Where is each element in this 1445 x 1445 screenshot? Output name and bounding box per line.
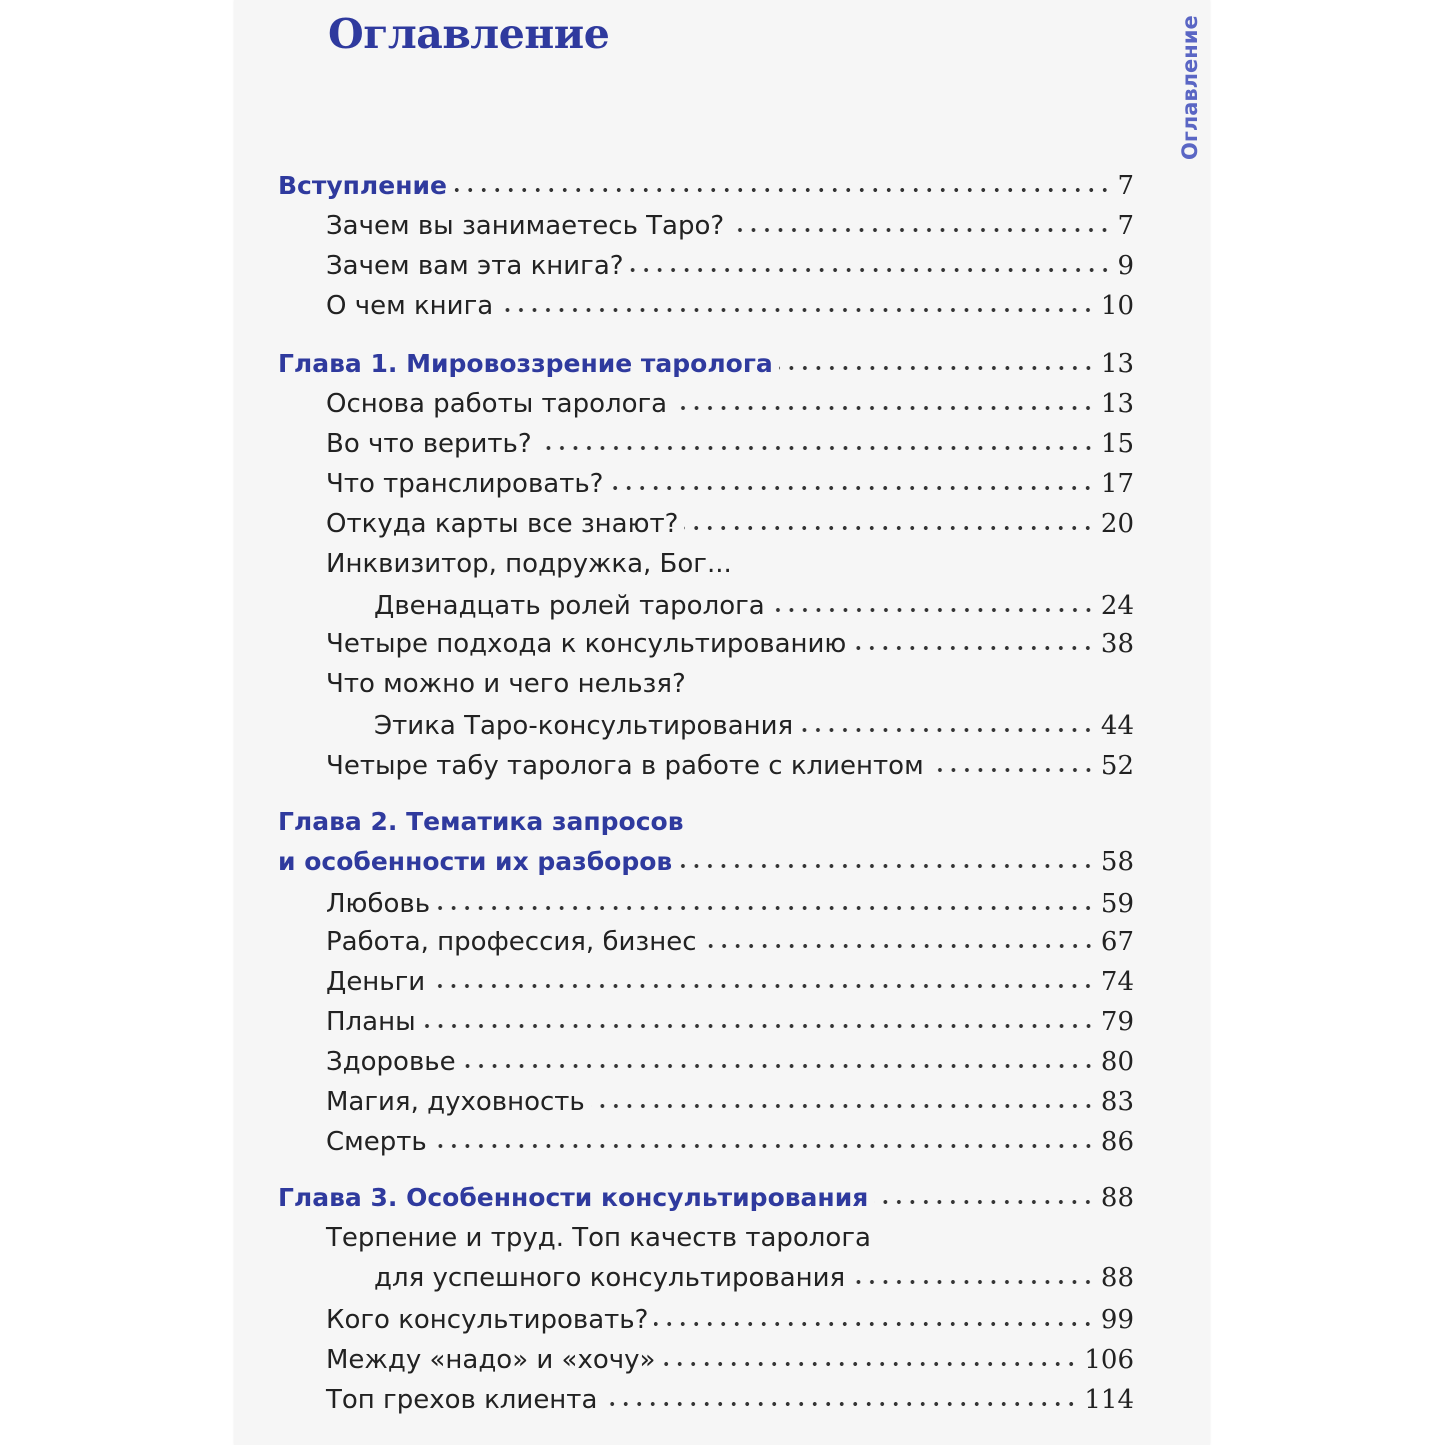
leader-dots [433,1142,1095,1150]
toc-row [374,702,1134,742]
leader-dots [609,484,1094,492]
toc-label: Работа, профессия, бизнес [326,927,697,957]
leader-dots [730,226,1111,234]
toc-page-number: 13 [1100,349,1134,379]
toc-page-number: 88 [1100,1263,1134,1293]
toc-row [326,958,1134,998]
toc-page-number: 17 [1100,469,1134,499]
toc-label: О чем книга [326,291,494,321]
toc-chapter-row [278,838,1134,878]
leader-dots [799,726,1095,734]
toc-page-number: 58 [1100,847,1134,877]
toc-label: и особенности их разборов [278,847,673,876]
leader-dots [678,862,1095,870]
toc-row [326,1376,1134,1416]
toc-row [326,998,1134,1038]
toc-page-number: 13 [1100,389,1134,419]
toc-label: Глава 1. Мировоззрение таролога [278,349,773,378]
toc-row [326,918,1134,958]
leader-dots [874,1198,1095,1206]
toc-chapter-row [278,162,1134,202]
toc-page-number: 7 [1117,171,1134,201]
toc-row [326,1118,1134,1158]
toc-row [326,660,686,700]
table-of-contents [234,0,1210,1445]
toc-page-number: 9 [1117,251,1134,281]
leader-dots [779,364,1095,372]
leader-dots [852,644,1095,652]
toc-row [326,620,1134,660]
toc-page-number: 24 [1100,591,1134,621]
leader-dots [851,1278,1095,1286]
toc-label: Двенадцать ролей таролога [374,591,765,621]
toc-row [326,1336,1134,1376]
toc-label: Деньги [326,967,426,997]
toc-label: Что транслировать? [326,469,604,499]
toc-label: Откуда карты все знают? [326,509,679,539]
toc-row [326,540,732,580]
page-title: Оглавление [328,10,610,58]
toc-label: Топ грехов клиента [326,1385,598,1415]
toc-label: Между «надо» и «хочу» [326,1345,656,1375]
toc-label: Инквизитор, подружка, Бог... [326,549,732,579]
toc-page-number: 7 [1117,211,1134,241]
leader-dots [538,444,1095,452]
toc-label: Магия, духовность [326,1087,585,1117]
toc-label: Планы [326,1007,416,1037]
toc-label: Четыре подхода к консультированию [326,629,847,659]
leader-dots [673,404,1095,412]
toc-row [326,1214,871,1254]
toc-label: Зачем вам эта книга? [326,251,624,281]
leader-dots [703,942,1095,950]
toc-page-number: 74 [1100,967,1134,997]
toc-row [326,380,1134,420]
toc-page-number: 106 [1084,1345,1134,1375]
toc-page-number: 88 [1100,1183,1134,1213]
leader-dots [603,1400,1078,1408]
toc-page-number: 44 [1100,711,1134,741]
toc-label: Терпение и труд. Топ качеств таролога [326,1223,871,1253]
toc-page-number: 99 [1100,1305,1134,1335]
toc-page-number: 86 [1100,1127,1134,1157]
toc-row [374,582,1134,622]
toc-row [326,1296,1134,1336]
toc-label: Кого консультировать? [326,1305,649,1335]
toc-row [326,742,1134,782]
toc-page-number: 80 [1100,1047,1134,1077]
toc-row [326,880,1134,920]
leader-dots [771,606,1095,614]
toc-page-number: 15 [1100,429,1134,459]
toc-row [326,420,1134,460]
toc-page-number: 59 [1100,889,1134,919]
toc-page-number: 83 [1100,1087,1134,1117]
toc-row [326,500,1134,540]
toc-chapter-row [278,340,1134,380]
leader-dots [431,982,1095,990]
toc-page-number: 79 [1100,1007,1134,1037]
toc-page-number: 20 [1100,509,1134,539]
toc-label: Глава 3. Особенности консультирования [278,1183,869,1212]
toc-row [326,242,1134,282]
side-tab-label: Оглавление [1178,15,1202,160]
book-page [234,0,1210,1445]
toc-label: Во что верить? [326,429,532,459]
toc-label: Основа работы таролога [326,389,668,419]
toc-label: Этика Таро-консультирования [374,711,794,741]
toc-label: Глава 2. Тематика запросов [278,807,684,836]
toc-chapter-row [278,1174,1134,1214]
leader-dots [462,1062,1095,1070]
toc-label: Здоровье [326,1047,456,1077]
leader-dots [499,306,1095,314]
leader-dots [684,524,1094,532]
toc-page-number: 67 [1100,927,1134,957]
toc-page-number: 38 [1100,629,1134,659]
toc-label: Вступление [278,171,447,200]
toc-row [326,1078,1134,1118]
toc-label: для успешного консультирования [374,1263,846,1293]
leader-dots [630,266,1112,274]
toc-row [326,1038,1134,1078]
toc-chapter-row [278,798,684,838]
toc-row [326,282,1134,322]
leader-dots [436,904,1095,912]
toc-label: Четыре табу таролога в работе с клиентом [326,751,924,781]
leader-dots [422,1022,1095,1030]
toc-page-number: 114 [1084,1385,1134,1415]
toc-label: Любовь [326,889,431,919]
leader-dots [930,766,1095,774]
toc-row [326,460,1134,500]
leader-dots [591,1102,1095,1110]
toc-label: Смерть [326,1127,427,1157]
leader-dots [453,186,1112,194]
toc-page-number: 10 [1100,291,1134,321]
toc-label: Что можно и чего нельзя? [326,669,686,699]
toc-row [374,1254,1134,1294]
toc-label: Зачем вы занимаетесь Таро? [326,211,725,241]
leader-dots [661,1360,1078,1368]
toc-row [326,202,1134,242]
toc-page-number: 52 [1100,751,1134,781]
leader-dots [654,1320,1094,1328]
